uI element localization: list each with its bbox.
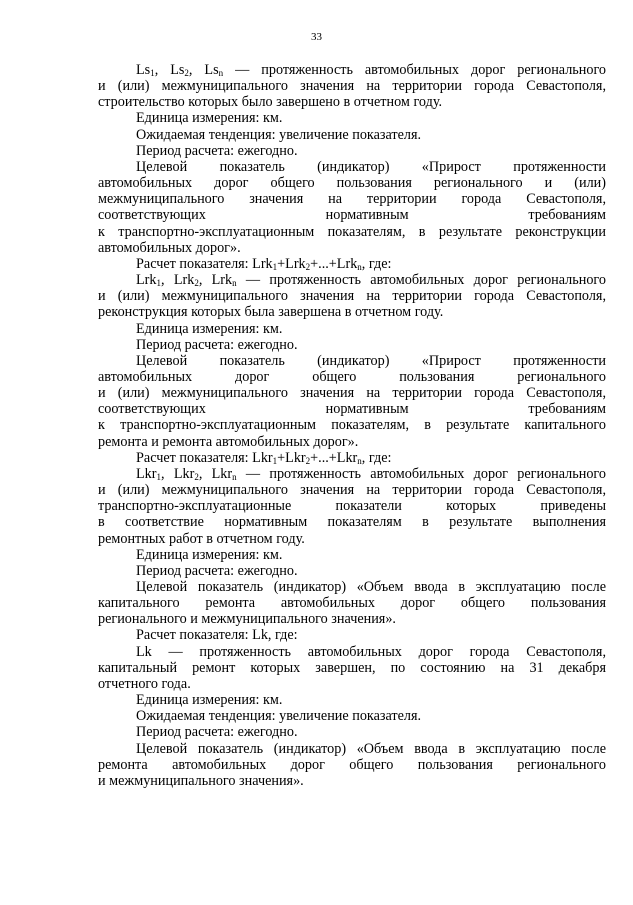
text-run: Расчет показателя: Lrk xyxy=(136,255,273,272)
text-run: ремонта автомобильных дорог общего пользования регионального xyxy=(98,756,606,773)
text-run: в соответствие нормативным показателям в результате выполнения xyxy=(98,514,606,531)
text-line xyxy=(98,337,606,353)
text-run: Целевой показатель (индикатор) «Объем ввода в эксплуатацию после xyxy=(136,579,606,595)
text-line xyxy=(98,175,606,191)
text-run: +...+Lrk xyxy=(310,255,358,272)
text-run: Целевой показатель (индикатор) «Объем ввода в эксплуатацию после xyxy=(136,740,606,757)
text-run: к транспортно-эксплуатационным показателям, в результате капитального xyxy=(98,417,606,434)
text-line xyxy=(98,627,606,643)
subscript: 1 xyxy=(150,68,155,78)
text-line xyxy=(98,773,606,789)
text-line xyxy=(98,724,606,740)
text-run: соответствующих нормативным требованиям xyxy=(98,401,606,418)
text-line xyxy=(98,353,606,369)
text-run: Период расчета: ежегодно. xyxy=(136,336,298,353)
text-run: и (или) межмуниципального значения на территории города Севастополя, xyxy=(98,482,606,499)
text-run: Lkr xyxy=(136,465,157,482)
text-line xyxy=(98,708,606,724)
text-line xyxy=(98,272,606,288)
text-run: регионального и межмуниципального значения». xyxy=(98,611,396,628)
text-run: , где: xyxy=(361,255,392,272)
text-run: — протяженность автомобильных дорог регионального xyxy=(223,62,606,78)
text-line xyxy=(98,482,606,498)
text-line xyxy=(98,369,606,385)
text-run: , где: xyxy=(361,449,392,466)
text-run: Lk — протяженность автомобильных дорог города Севастополя, xyxy=(136,643,606,660)
text-line xyxy=(98,417,606,433)
text-run: Период расчета: ежегодно. xyxy=(136,562,298,579)
text-line xyxy=(98,466,606,482)
text-line xyxy=(98,304,606,320)
text-run: , Lrk xyxy=(161,272,195,289)
subscript: n xyxy=(357,261,362,272)
text-line xyxy=(98,385,606,401)
text-line xyxy=(98,321,606,337)
text-line xyxy=(98,579,606,595)
subscript: 1 xyxy=(156,471,161,482)
text-run: ремонта и ремонта автомобильных дорог». xyxy=(98,433,359,450)
text-line xyxy=(98,450,606,466)
text-run: и (или) межмуниципального значения на территории города Севастополя, xyxy=(98,78,606,95)
text-run: — протяженность автомобильных дорог регионального xyxy=(236,272,606,289)
text-line xyxy=(98,78,606,94)
text-line xyxy=(98,94,606,110)
text-run: Расчет показателя: Lkr xyxy=(136,449,273,466)
text-run: к транспортно-эксплуатационным показателям, в результате реконструкции xyxy=(98,223,606,240)
text-run: автомобильных дорог». xyxy=(98,239,241,256)
text-line xyxy=(98,660,606,676)
text-run: , Lkr xyxy=(198,465,233,482)
text-line xyxy=(98,288,606,304)
text-run: строительство которых было завершено в отчетном году. xyxy=(98,94,443,111)
text-line xyxy=(98,563,606,579)
subscript: 2 xyxy=(194,278,199,289)
text-line xyxy=(98,434,606,450)
text-line xyxy=(98,692,606,708)
text-line xyxy=(98,514,606,530)
subscript: n xyxy=(232,278,237,289)
text-line xyxy=(98,757,606,773)
text-line xyxy=(98,531,606,547)
text-run: и межмуниципального значения». xyxy=(98,772,304,789)
text-line xyxy=(98,159,606,175)
text-run: реконструкция которых была завершена в отчетном году. xyxy=(98,304,444,321)
text-line xyxy=(98,240,606,256)
text-line xyxy=(98,401,606,417)
text-run: +Lkr xyxy=(277,449,306,466)
text-run: +...+Lkr xyxy=(310,449,358,466)
text-run: Целевой показатель (индикатор) «Прирост протяженности xyxy=(136,352,606,369)
text-run: отчетного года. xyxy=(98,675,191,692)
text-line xyxy=(98,191,606,207)
text-run: Единица измерения: км. xyxy=(136,546,283,563)
text-run: Целевой показатель (индикатор) «Прирост протяженности xyxy=(136,158,606,175)
text-run: Период расчета: ежегодно. xyxy=(136,142,298,159)
text-line xyxy=(98,595,606,611)
text-run: , Ls xyxy=(154,62,185,78)
subscript: n xyxy=(218,68,224,78)
text-run: , Ls xyxy=(188,62,219,78)
text-run: Период расчета: ежегодно. xyxy=(136,724,298,741)
text-run: Ls xyxy=(136,62,151,78)
text-line xyxy=(98,547,606,563)
text-run: — протяженность автомобильных дорог регионального xyxy=(236,465,606,482)
text-run: автомобильных дорог общего пользования регионального xyxy=(98,368,606,385)
text-line xyxy=(98,143,606,159)
subscript: 1 xyxy=(272,261,278,272)
text-line xyxy=(98,644,606,660)
text-run: Единица измерения: км. xyxy=(136,320,283,337)
subscript: n xyxy=(232,471,237,482)
text-run: межмуниципального значения на территории города Севастополя, xyxy=(98,191,606,208)
page-number: 33 xyxy=(311,31,322,43)
subscript: 2 xyxy=(305,261,311,272)
text-run: +Lrk xyxy=(277,255,306,272)
subscript: 2 xyxy=(194,471,199,482)
text-run: , Lkr xyxy=(161,465,195,482)
text-run: транспортно-эксплуатационные показатели которых приведены xyxy=(98,498,606,515)
text-run: Единица измерения: км. xyxy=(136,692,283,709)
text-run: соответствующих нормативным требованиям xyxy=(98,207,606,224)
subscript: n xyxy=(357,455,362,466)
text-run: и (или) межмуниципального значения на территории города Севастополя, xyxy=(98,385,606,402)
text-line xyxy=(98,611,606,627)
text-run: капитальный ремонт которых завершен, по состоянию на 31 декабря xyxy=(98,659,606,676)
subscript: 2 xyxy=(184,68,189,78)
text-line xyxy=(98,256,606,272)
text-line xyxy=(98,207,606,223)
text-run: Ожидаемая тенденция: увеличение показателя. xyxy=(136,126,422,143)
text-line xyxy=(98,62,606,78)
text-run: Lrk xyxy=(136,272,157,289)
text-run: , Lrk xyxy=(198,272,233,289)
text-run: Расчет показателя: Lk, где: xyxy=(136,627,298,644)
subscript: 1 xyxy=(272,455,278,466)
text-run: автомобильных дорог общего пользования регионального и (или) xyxy=(98,175,606,192)
text-run: капитального ремонта автомобильных дорог общего пользования xyxy=(98,595,606,612)
text-run: Ожидаемая тенденция: увеличение показателя. xyxy=(136,708,422,725)
text-line xyxy=(98,127,606,143)
subscript: 2 xyxy=(305,455,311,466)
text-line xyxy=(98,224,606,240)
text-line xyxy=(98,676,606,692)
document-body xyxy=(98,62,606,789)
text-run: и (или) межмуниципального значения на территории города Севастополя, xyxy=(98,288,606,305)
text-line xyxy=(98,498,606,514)
text-run: Единица измерения: км. xyxy=(136,110,283,127)
text-run: ремонтных работ в отчетном году. xyxy=(98,530,305,547)
subscript: 1 xyxy=(156,278,161,289)
text-line xyxy=(98,741,606,757)
text-line xyxy=(98,110,606,126)
